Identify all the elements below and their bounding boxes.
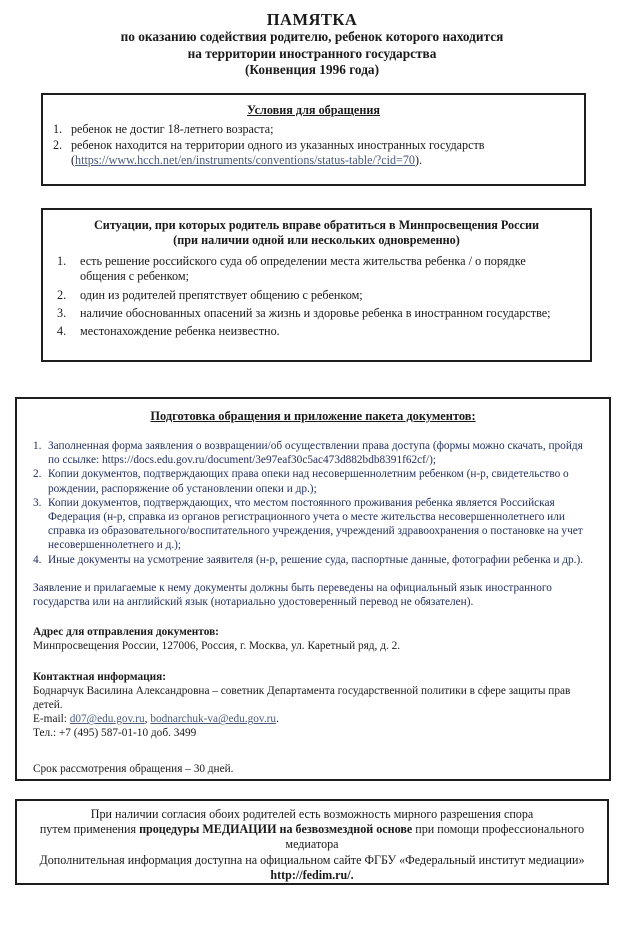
link-close-paren: ). bbox=[414, 153, 422, 168]
mediation-box bbox=[15, 799, 609, 885]
list-item bbox=[33, 553, 595, 567]
list-item bbox=[33, 439, 595, 467]
address-block bbox=[17, 625, 609, 653]
contact-person: Боднарчук Василина Александровна – советник Департамента государственной политики в сфере защиты прав детей. bbox=[33, 684, 571, 712]
list-item bbox=[33, 467, 595, 495]
address-text: Минпросвещения России, 127006, Россия, г. Москва, ул. Каретный ряд, д. 2. bbox=[33, 640, 401, 653]
email-separator: , bbox=[144, 713, 151, 726]
preparation-box bbox=[15, 397, 611, 781]
list-item bbox=[53, 138, 574, 168]
contact-label: Контактная информация: bbox=[33, 670, 167, 683]
conditions-title: Условия для обращения bbox=[247, 103, 380, 117]
status-table-link[interactable]: https://www.hcch.net/en/instruments/conventions/status-table/?cid=70 bbox=[75, 153, 415, 168]
mediation-website-link[interactable]: http://fedim.ru/. bbox=[270, 867, 354, 882]
preparation-title: Подготовка обращения и приложение пакета документов: bbox=[150, 409, 476, 423]
list-item bbox=[57, 254, 572, 285]
mediation-line-1: При наличии согласия обоих родителей есть возможность мирного разрешения спора bbox=[90, 807, 534, 821]
list-item-text: Копии документов, подтверждающих права опеки над несовершеннолетним ребенком (н-р, свидетельство о рождении, распоряжение об установлении опеки и др.); bbox=[48, 468, 569, 495]
situations-title-line-2: (при наличии одной или нескольких одновременно) bbox=[173, 233, 460, 247]
translation-note: Заявление и прилагаемые к нему документы должны быть переведены на официальный язык иностранного государства или на английский язык (нотариально удостоверенный перевод не обязателен). bbox=[33, 581, 552, 609]
list-item-number: 3. bbox=[33, 496, 42, 509]
list-item bbox=[53, 122, 574, 137]
list-item-number: 2. bbox=[33, 468, 42, 481]
list-item-number: 1. bbox=[33, 440, 42, 452]
list-item-number: 3. bbox=[57, 305, 67, 320]
contact-block bbox=[17, 670, 609, 741]
list-item bbox=[57, 306, 572, 321]
list-item-number: 4. bbox=[33, 553, 42, 566]
document-header bbox=[0, 10, 624, 79]
list-item-text: наличие обоснованных опасений за жизнь и здоровье ребенка в иностранном государстве; bbox=[80, 305, 551, 320]
list-item-text: Копии документов, подтверждающих, что местом постоянного проживания ребенка является Российская Федерация (н-р, справка из органов регистрационного учета о месте жительства несовершеннолетнего или справка из образовательного/воспитательного учреждения, учреждений здравоохранения о постановке на учет несовершеннолетнего и д.); bbox=[48, 496, 583, 552]
documents-list bbox=[17, 439, 609, 567]
list-item bbox=[57, 288, 572, 303]
document-subtitle-line-2: на территории иностранного государства bbox=[187, 45, 437, 61]
situations-title bbox=[43, 218, 590, 248]
situations-title-line-1: Ситуации, при которых родитель вправе обратиться в Минпросвещения России bbox=[94, 218, 539, 232]
document-subtitle-line-3: (Конвенция 1996 года) bbox=[245, 62, 379, 77]
list-item-number: 2. bbox=[53, 138, 63, 153]
address-label: Адрес для отправления документов: bbox=[33, 626, 219, 639]
list-item-text: Заполненная форма заявления о возвращении/об осуществлении права доступа (формы можно скачать, пройдя по ссылке: https://docs.edu.gov.ru/document/3e97eaf30c5ac473d882bdb8391f62cf/); bbox=[48, 440, 583, 467]
link-open-paren: ( bbox=[71, 153, 76, 168]
mediation-line-2: путем применения процедуры МЕДИАЦИИ на безвозмездной основе при помощи профессионального bbox=[39, 822, 585, 837]
list-item-text: ребенок не достиг 18-летнего возраста; bbox=[71, 122, 274, 136]
list-item bbox=[57, 324, 572, 339]
list-item-text: ребенок находится на территории одного из указанных иностранных государств bbox=[71, 138, 485, 153]
mediation-highlight: процедуры МЕДИАЦИИ на безвозмездной основе bbox=[139, 822, 413, 837]
mediation-line-4: Дополнительная информация доступна на официальном сайте ФГБУ «Федеральный институт медиации» bbox=[39, 852, 585, 867]
document-title: ПАМЯТКА bbox=[266, 10, 358, 29]
list-item-text: есть решение российского суда об определении места жительства ребенка / о порядке общения с ребенком; bbox=[80, 254, 526, 284]
email-link-1[interactable]: d07@edu.gov.ru bbox=[69, 713, 145, 726]
list-item-number: 4. bbox=[57, 324, 67, 339]
email-link-2[interactable]: bodnarchuk-va@edu.gov.ru bbox=[150, 713, 277, 726]
phone-text: Тел.: +7 (495) 587-01-10 доб. 3499 bbox=[33, 727, 197, 740]
processing-term: Срок рассмотрения обращения – 30 дней. bbox=[33, 762, 234, 775]
situations-box bbox=[41, 208, 592, 362]
conditions-box bbox=[41, 93, 586, 186]
situations-list bbox=[43, 254, 590, 339]
list-item-number: 1. bbox=[53, 122, 63, 136]
list-item-text: один из родителей препятствует общению с ребенком; bbox=[80, 287, 363, 302]
mediation-line-3: медиатора bbox=[285, 837, 339, 852]
list-item-text: Иные документы на усмотрение заявителя (н-р, решение суда, паспортные данные, фотографии ребенка и др.). bbox=[48, 553, 584, 566]
email-end: . bbox=[276, 713, 279, 726]
email-label: E-mail: bbox=[33, 713, 70, 726]
list-item bbox=[33, 496, 595, 553]
document-subtitle-line-1: по оказанию содействия родителю, ребенок которого находится bbox=[120, 29, 504, 44]
list-item-number: 1. bbox=[57, 254, 67, 268]
conditions-list bbox=[43, 122, 584, 169]
list-item-number: 2. bbox=[57, 287, 67, 302]
list-item-text: местонахождение ребенка неизвестно. bbox=[80, 324, 280, 339]
